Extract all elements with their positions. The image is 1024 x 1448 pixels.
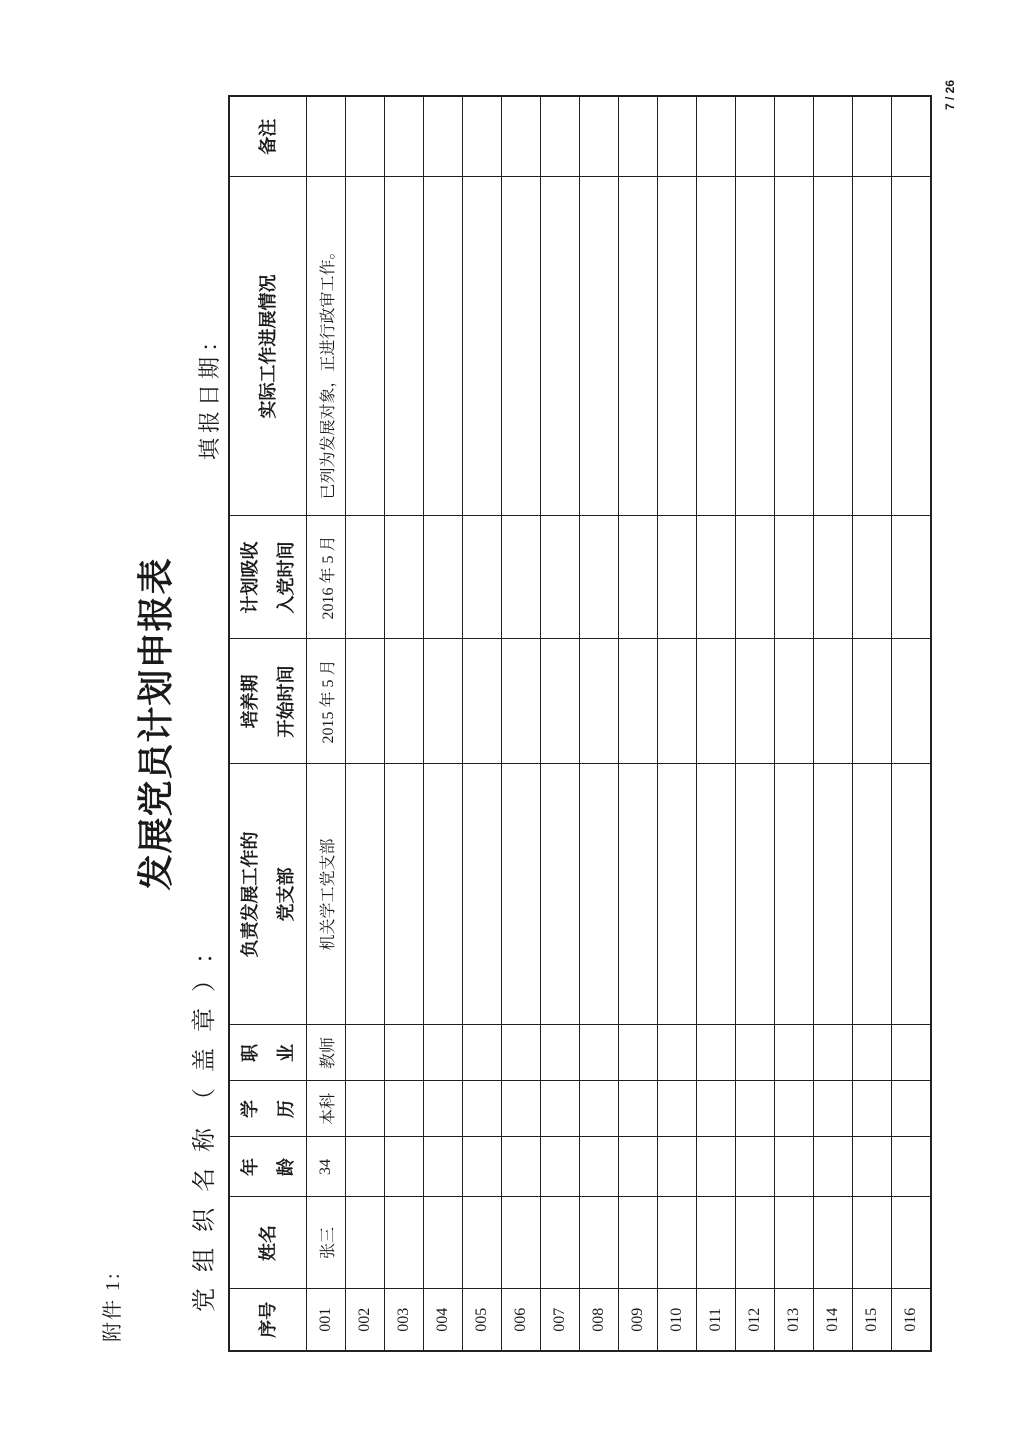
responsible-branch-cell (853, 764, 892, 1025)
training-start-cell (385, 639, 424, 764)
training-start-cell (697, 639, 736, 764)
education-cell (775, 1081, 814, 1137)
column-header-text: 历 (276, 1100, 296, 1118)
table-row (463, 96, 502, 1351)
training-start-cell (814, 639, 853, 764)
responsible-branch-cell (541, 764, 580, 1025)
occupation-cell: 教师 (307, 1025, 346, 1081)
planned-admission-cell (697, 516, 736, 639)
table-row (346, 96, 385, 1351)
education-cell (736, 1081, 775, 1137)
occupation-cell (814, 1025, 853, 1081)
column-header-remarks (229, 96, 307, 177)
occupation-cell (541, 1025, 580, 1081)
column-header-text: 开始时间 (276, 665, 296, 738)
table-row (697, 96, 736, 1351)
serial-number-cell: 015 (853, 1289, 892, 1351)
serial-number-cell: 012 (736, 1289, 775, 1351)
responsible-branch-cell (580, 764, 619, 1025)
name-cell (697, 1197, 736, 1289)
age-cell (658, 1137, 697, 1197)
name-cell (892, 1197, 932, 1289)
column-header-occupation (229, 1025, 307, 1081)
education-cell (697, 1081, 736, 1137)
progress-cell (775, 177, 814, 516)
education-cell (463, 1081, 502, 1137)
remarks-cell (775, 96, 814, 177)
responsible-branch-cell (892, 764, 932, 1025)
progress-cell (463, 177, 502, 516)
responsible-branch-cell (775, 764, 814, 1025)
training-start-cell: 2015 年 5 月 (307, 639, 346, 764)
education-cell (502, 1081, 541, 1137)
responsible-branch-cell (385, 764, 424, 1025)
occupation-cell (502, 1025, 541, 1081)
party-organization-name-label: 党组织名称（盖章）： (192, 924, 218, 1312)
table-row (307, 96, 346, 1351)
responsible-branch-cell (697, 764, 736, 1025)
progress-cell: 已列为发展对象，正进行政审工作。 (307, 177, 346, 516)
age-cell (736, 1137, 775, 1197)
education-cell (580, 1081, 619, 1137)
progress-cell (892, 177, 932, 516)
responsible-branch-cell: 机关学工党支部 (307, 764, 346, 1025)
name-cell (463, 1197, 502, 1289)
occupation-cell (580, 1025, 619, 1081)
planned-admission-cell (775, 516, 814, 639)
remarks-cell (658, 96, 697, 177)
age-cell (541, 1137, 580, 1197)
training-start-cell (463, 639, 502, 764)
planned-admission-cell (892, 516, 932, 639)
serial-number-cell: 009 (619, 1289, 658, 1351)
training-start-cell (892, 639, 932, 764)
planned-admission-cell (619, 516, 658, 639)
remarks-cell (385, 96, 424, 177)
table-row (580, 96, 619, 1351)
training-start-cell (775, 639, 814, 764)
progress-cell (424, 177, 463, 516)
remarks-cell (697, 96, 736, 177)
document-title: 发展党员计划申报表 (136, 557, 176, 891)
column-header-text: 实际工作进展情况 (258, 274, 278, 419)
occupation-cell (736, 1025, 775, 1081)
progress-cell (697, 177, 736, 516)
table-row (619, 96, 658, 1351)
training-start-cell (424, 639, 463, 764)
column-header-name (229, 1197, 307, 1289)
report-date-label: 填报日期： (197, 324, 222, 460)
remarks-cell (502, 96, 541, 177)
table-row (736, 96, 775, 1351)
planned-admission-cell (853, 516, 892, 639)
column-header-text: 培养期 (240, 674, 260, 729)
occupation-cell (424, 1025, 463, 1081)
name-cell (424, 1197, 463, 1289)
occupation-cell (658, 1025, 697, 1081)
age-cell (892, 1137, 932, 1197)
planned-admission-cell (541, 516, 580, 639)
serial-number-cell: 007 (541, 1289, 580, 1351)
planned-admission-cell (658, 516, 697, 639)
remarks-cell (463, 96, 502, 177)
occupation-cell (892, 1025, 932, 1081)
age-cell (775, 1137, 814, 1197)
age-cell (697, 1137, 736, 1197)
remarks-cell (580, 96, 619, 177)
remarks-cell (541, 96, 580, 177)
education-cell (424, 1081, 463, 1137)
planned-admission-cell (502, 516, 541, 639)
table-row (541, 96, 580, 1351)
occupation-cell (775, 1025, 814, 1081)
serial-number-cell: 002 (346, 1289, 385, 1351)
table-header-row (229, 96, 307, 1351)
column-header-text: 学 (240, 1100, 260, 1118)
progress-cell (814, 177, 853, 516)
column-header-text: 入党时间 (276, 541, 296, 614)
name-cell (658, 1197, 697, 1289)
column-header-text: 党支部 (276, 867, 296, 922)
training-start-cell (658, 639, 697, 764)
planned-admission-cell (814, 516, 853, 639)
table-row (502, 96, 541, 1351)
training-start-cell (619, 639, 658, 764)
responsible-branch-cell (619, 764, 658, 1025)
column-header-age (229, 1137, 307, 1197)
progress-cell (385, 177, 424, 516)
name-cell (502, 1197, 541, 1289)
column-header-education (229, 1081, 307, 1137)
remarks-cell (424, 96, 463, 177)
remarks-cell (307, 96, 346, 177)
responsible-branch-cell (814, 764, 853, 1025)
education-cell (541, 1081, 580, 1137)
serial-number-cell: 004 (424, 1289, 463, 1351)
occupation-cell (697, 1025, 736, 1081)
responsible-branch-cell (502, 764, 541, 1025)
training-start-cell (502, 639, 541, 764)
age-cell (385, 1137, 424, 1197)
table-row (814, 96, 853, 1351)
name-cell (385, 1197, 424, 1289)
age-cell (853, 1137, 892, 1197)
age-cell (502, 1137, 541, 1197)
table-row (424, 96, 463, 1351)
name-cell (619, 1197, 658, 1289)
occupation-cell (385, 1025, 424, 1081)
progress-cell (736, 177, 775, 516)
column-header-text: 序号 (258, 1301, 278, 1338)
serial-number-cell: 005 (463, 1289, 502, 1351)
table-row (853, 96, 892, 1351)
page-number: 7 / 26 (943, 79, 957, 110)
name-cell (736, 1197, 775, 1289)
training-start-cell (580, 639, 619, 764)
serial-number-cell: 008 (580, 1289, 619, 1351)
column-header-text: 负责发展工作的 (240, 831, 260, 958)
serial-number-cell: 014 (814, 1289, 853, 1351)
application-table (228, 95, 932, 1352)
column-header-training-start (229, 639, 307, 764)
serial-number-cell: 013 (775, 1289, 814, 1351)
table-header (229, 96, 307, 1351)
name-cell (580, 1197, 619, 1289)
column-header-serial-number (229, 1289, 307, 1351)
table-row (385, 96, 424, 1351)
column-header-text: 计划吸收 (240, 541, 260, 614)
table-row (775, 96, 814, 1351)
education-cell (658, 1081, 697, 1137)
serial-number-cell: 011 (697, 1289, 736, 1351)
age-cell (619, 1137, 658, 1197)
education-cell (385, 1081, 424, 1137)
name-cell (814, 1197, 853, 1289)
serial-number-cell: 016 (892, 1289, 932, 1351)
age-cell (814, 1137, 853, 1197)
table-row (658, 96, 697, 1351)
education-cell (814, 1081, 853, 1137)
column-header-progress (229, 177, 307, 516)
responsible-branch-cell (736, 764, 775, 1025)
name-cell (853, 1197, 892, 1289)
age-cell: 34 (307, 1137, 346, 1197)
responsible-branch-cell (346, 764, 385, 1025)
education-cell (619, 1081, 658, 1137)
occupation-cell (463, 1025, 502, 1081)
responsible-branch-cell (658, 764, 697, 1025)
column-header-text: 职 (240, 1044, 260, 1062)
progress-cell (541, 177, 580, 516)
occupation-cell (619, 1025, 658, 1081)
column-header-text: 备注 (258, 118, 278, 155)
table-row (892, 96, 932, 1351)
serial-number-cell: 006 (502, 1289, 541, 1351)
progress-cell (619, 177, 658, 516)
training-start-cell (346, 639, 385, 764)
progress-cell (580, 177, 619, 516)
column-header-responsible-branch (229, 764, 307, 1025)
remarks-cell (619, 96, 658, 177)
education-cell (853, 1081, 892, 1137)
name-cell: 张三 (307, 1197, 346, 1289)
column-header-text: 龄 (276, 1158, 296, 1176)
remarks-cell (346, 96, 385, 177)
remarks-cell (814, 96, 853, 177)
remarks-cell (853, 96, 892, 177)
planned-admission-cell (424, 516, 463, 639)
name-cell (775, 1197, 814, 1289)
column-header-text: 业 (276, 1044, 296, 1062)
name-cell (541, 1197, 580, 1289)
training-start-cell (736, 639, 775, 764)
progress-cell (502, 177, 541, 516)
column-header-planned-admission (229, 516, 307, 639)
age-cell (580, 1137, 619, 1197)
training-start-cell (541, 639, 580, 764)
planned-admission-cell (346, 516, 385, 639)
occupation-cell (346, 1025, 385, 1081)
table-body (307, 96, 932, 1351)
attachment-label: 附件 1: (102, 1271, 124, 1342)
responsible-branch-cell (463, 764, 502, 1025)
remarks-cell (892, 96, 932, 177)
planned-admission-cell (736, 516, 775, 639)
remarks-cell (736, 96, 775, 177)
planned-admission-cell: 2016 年 5 月 (307, 516, 346, 639)
planned-admission-cell (385, 516, 424, 639)
column-header-text: 姓名 (258, 1225, 278, 1261)
progress-cell (346, 177, 385, 516)
serial-number-cell: 003 (385, 1289, 424, 1351)
column-header-text: 年 (240, 1158, 260, 1176)
name-cell (346, 1197, 385, 1289)
age-cell (346, 1137, 385, 1197)
education-cell: 本科 (307, 1081, 346, 1137)
serial-number-cell: 010 (658, 1289, 697, 1351)
education-cell (346, 1081, 385, 1137)
planned-admission-cell (463, 516, 502, 639)
occupation-cell (853, 1025, 892, 1081)
age-cell (424, 1137, 463, 1197)
progress-cell (853, 177, 892, 516)
serial-number-cell: 001 (307, 1289, 346, 1351)
responsible-branch-cell (424, 764, 463, 1025)
training-start-cell (853, 639, 892, 764)
education-cell (892, 1081, 932, 1137)
age-cell (463, 1137, 502, 1197)
progress-cell (658, 177, 697, 516)
planned-admission-cell (580, 516, 619, 639)
